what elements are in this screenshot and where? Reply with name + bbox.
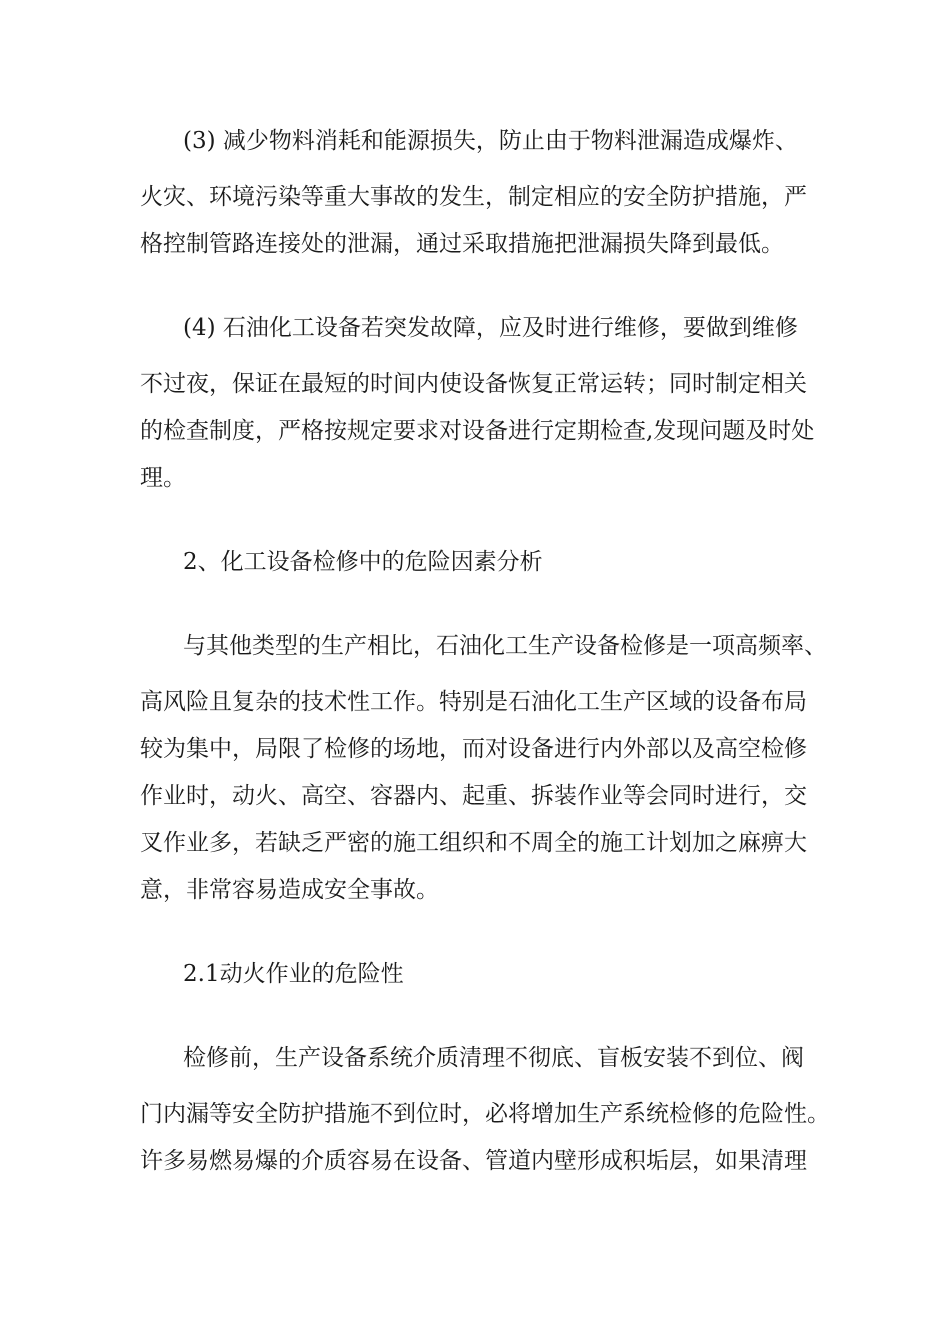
paragraph-2-line-3: 的检查制度，严格按规定要求对设备进行定期检查,发现问题及时处 (140, 418, 815, 444)
section-heading-2: 2、化工设备检修中的危险因素分析 (183, 549, 543, 575)
section-heading-2-1: 2.1动火作业的危险性 (183, 961, 404, 987)
paragraph-3-line-5: 叉作业多，若缺乏严密的施工组织和不周全的施工计划加之麻痹大 (140, 830, 807, 856)
paragraph-3-line-6: 意，非常容易造成安全事故。 (140, 877, 439, 903)
paragraph-2-line-4: 理。 (140, 465, 186, 491)
paragraph-4-line-1: 检修前，生产设备系统介质清理不彻底、盲板安装不到位、阀 (183, 1045, 804, 1071)
paragraph-1-line-2: 火灾、环境污染等重大事故的发生，制定相应的安全防护措施，严 (140, 184, 807, 210)
paragraph-4-line-2: 门内漏等安全防护措施不到位时，必将增加生产系统检修的危险性。 (140, 1101, 830, 1127)
paragraph-2-line-2: 不过夜，保证在最短的时间内使设备恢复正常运转；同时制定相关 (140, 371, 807, 397)
paragraph-2-line-1: (4) 石油化工设备若突发故障，应及时进行维修，要做到维修 (183, 315, 798, 341)
paragraph-3-line-4: 作业时，动火、高空、容器内、起重、拆装作业等会同时进行，交 (140, 783, 807, 809)
paragraph-4-line-3: 许多易燃易爆的介质容易在设备、管道内壁形成积垢层，如果清理 (140, 1148, 807, 1174)
paragraph-1-line-1: (3) 减少物料消耗和能源损失，防止由于物料泄漏造成爆炸、 (183, 128, 798, 154)
paragraph-1-line-3: 格控制管路连接处的泄漏，通过采取措施把泄漏损失降到最低。 (140, 231, 784, 257)
paragraph-3-line-2: 高风险且复杂的技术性工作。特别是石油化工生产区域的设备布局 (140, 689, 807, 715)
paragraph-3-line-1: 与其他类型的生产相比，石油化工生产设备检修是一项高频率、 (183, 633, 827, 659)
paragraph-3-line-3: 较为集中，局限了检修的场地，而对设备进行内外部以及高空检修 (140, 736, 807, 762)
